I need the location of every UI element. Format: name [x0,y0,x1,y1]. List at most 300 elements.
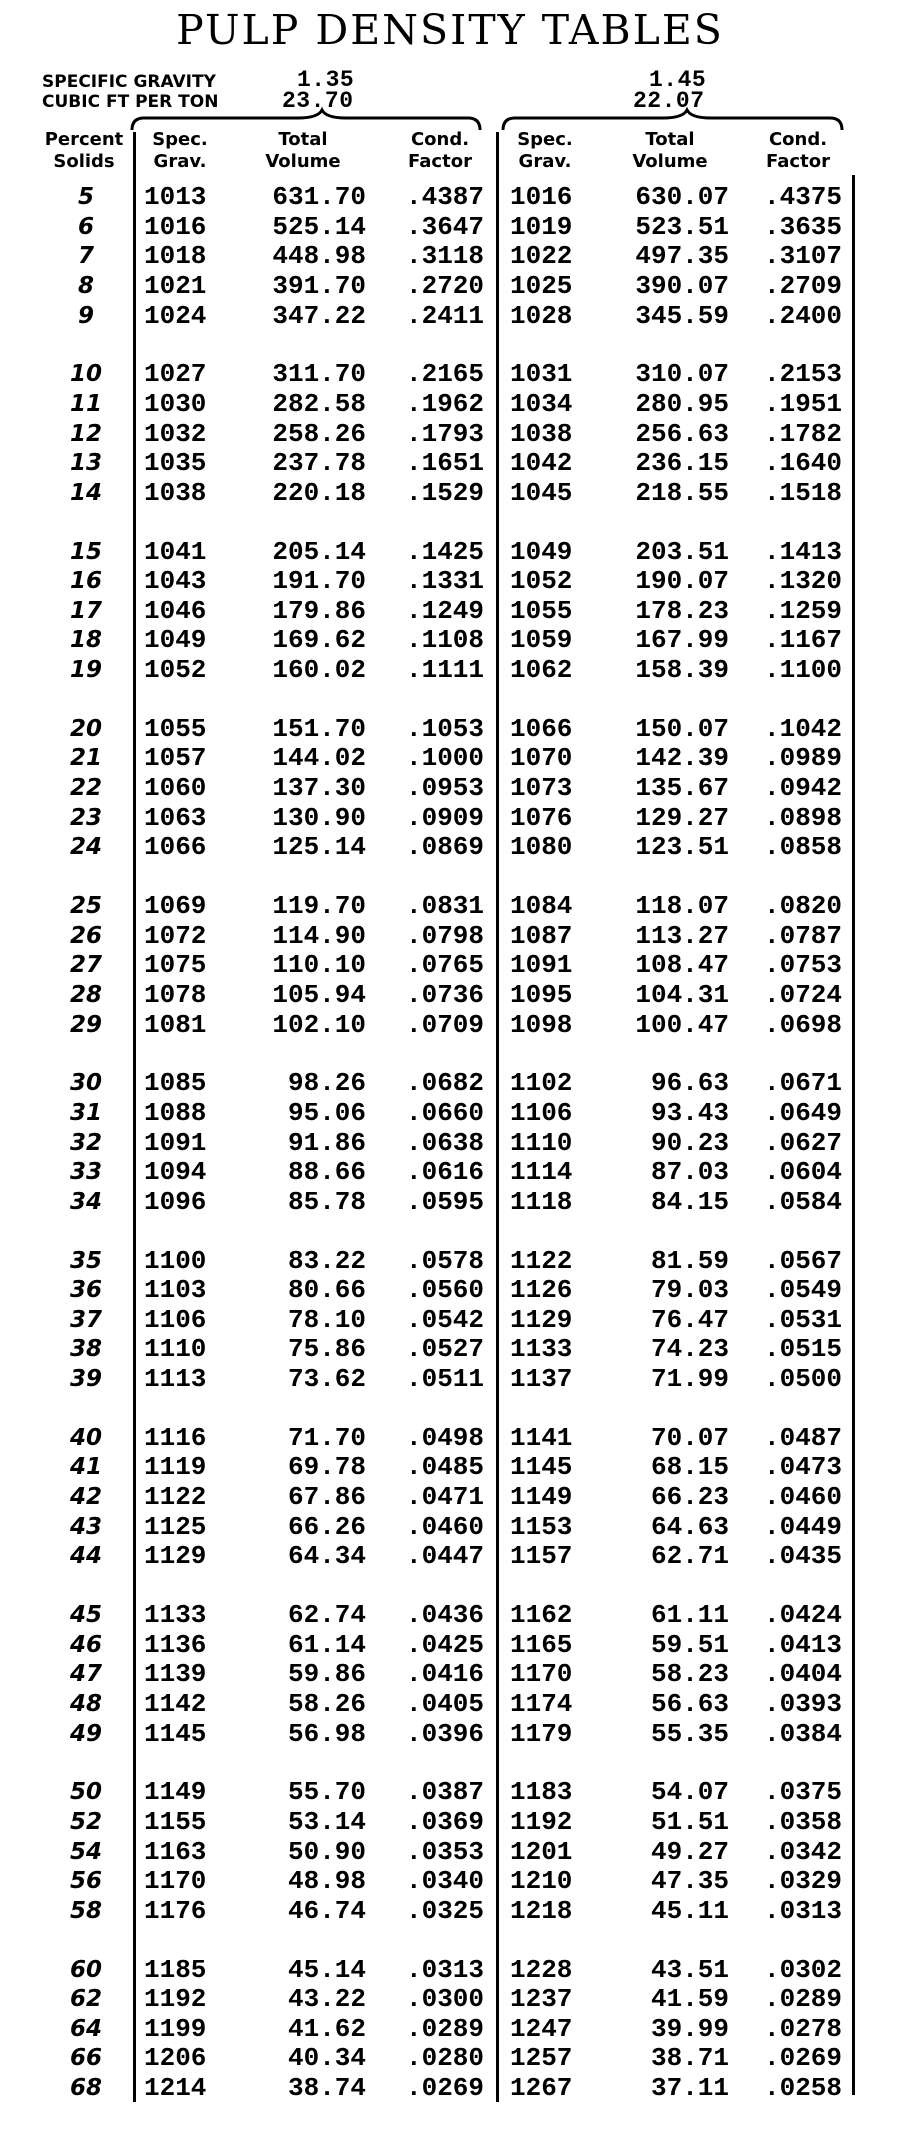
right-spec-grav-cell: 1210 [510,1866,573,1897]
right-cond-factor-cell: .0584 [763,1186,842,1217]
left-cond-factor-cell: .1529 [405,477,484,508]
right-spec-grav-cell: 1141 [510,1422,573,1453]
left-spec-grav-cell: 1035 [144,448,207,479]
right-spec-grav-cell: 1237 [510,1984,573,2015]
percent-solids-cell: 11 [69,390,102,417]
percent-solids-cell: 12 [69,420,102,447]
right-spec-grav-cell: 1076 [510,802,573,833]
right-total-volume-cell: 51.51 [650,1806,729,1837]
left-cond-factor-cell: .0709 [405,1009,484,1040]
right-spec-grav-cell: 1192 [510,1806,573,1837]
right-total-volume-cell: 62.71 [650,1541,729,1572]
percent-solids-cell: 10 [69,361,102,388]
right-cond-factor-cell: .0627 [763,1127,842,1158]
left-total-volume-cell: 55.70 [287,1777,366,1808]
right-cond-factor-cell: .1640 [763,448,842,479]
right-cond-factor-cell: .0269 [763,2043,842,2074]
table-row [0,1631,900,1660]
right-spec-grav-cell: 1114 [510,1157,573,1188]
left-cond-factor-cell: .1651 [405,448,484,479]
right-cond-factor-cell: .0358 [763,1806,842,1837]
table-row [0,1099,900,1128]
percent-solids-cell: 8 [77,272,94,299]
right-total-volume-cell: 54.07 [650,1777,729,1808]
percent-solids-cell: 24 [69,834,102,861]
percent-solids-cell: 18 [69,627,102,654]
right-cond-factor-header: Cond. Factor [766,129,830,172]
left-spec-grav-cell: 1110 [144,1334,207,1365]
right-spec-grav-cell: 1126 [510,1275,573,1306]
left-total-volume-cell: 114.90 [272,920,366,951]
left-total-volume-cell: 88.66 [287,1157,366,1188]
left-cond-factor-cell: .1331 [405,566,484,597]
right-cond-factor-cell: .0302 [763,1954,842,1985]
table-row [0,272,900,301]
right-cond-factor-cell: .3107 [763,241,842,272]
table-row [0,1690,900,1719]
table-row [0,183,900,212]
left-total-volume-cell: 45.14 [287,1954,366,1985]
right-cond-factor-cell: .3635 [763,211,842,242]
right-total-volume-cell: 84.15 [650,1186,729,1217]
right-spec-grav-cell: 1025 [510,270,573,301]
right-spec-grav-cell: 1228 [510,1954,573,1985]
left-total-volume-cell: 71.70 [287,1422,366,1453]
percent-solids-cell: 45 [69,1602,102,1628]
table-row [0,2044,900,2073]
left-cond-factor-cell: .0511 [405,1364,484,1395]
right-spec-grav-cell: 1052 [510,566,573,597]
right-total-volume-cell: 43.51 [650,1954,729,1985]
right-cond-factor-cell: .1413 [763,536,842,567]
right-spec-grav-cell: 1133 [510,1334,573,1365]
left-spec-grav-cell: 1149 [144,1777,207,1808]
left-cond-factor-cell: .0638 [405,1127,484,1158]
right-cond-factor-cell: .0435 [763,1541,842,1572]
left-total-volume-cell: 69.78 [287,1452,366,1483]
left-spec-grav-cell: 1113 [144,1364,207,1395]
table-row [0,744,900,773]
left-spec-grav-cell: 1133 [144,1600,207,1630]
right-spec-grav-cell: 1028 [510,300,573,331]
left-spec-grav-cell: 1192 [144,1984,207,2015]
left-cubic-ft-value: 23.70 [282,88,354,114]
table-row [0,774,900,803]
right-spec-grav-cell: 1087 [510,920,573,951]
left-total-volume-cell: 66.26 [287,1511,366,1542]
right-spec-grav-cell: 1042 [510,448,573,479]
right-total-volume-cell: 630.07 [635,182,729,212]
percent-solids-cell: 27 [69,952,102,979]
left-spec-grav-cell: 1052 [144,655,207,686]
left-total-volume-cell: 56.98 [287,1718,366,1749]
left-spec-grav-cell: 1088 [144,1097,207,1128]
left-cond-factor-cell: .0353 [405,1836,484,1867]
right-total-volume-cell: 49.27 [650,1836,729,1867]
right-total-volume-cell: 47.35 [650,1866,729,1897]
left-total-volume-cell: 151.70 [272,713,366,744]
right-cond-factor-cell: .0649 [763,1097,842,1128]
left-total-volume-cell: 64.34 [287,1541,366,1572]
right-cond-factor-cell: .0313 [763,1895,842,1926]
table-row [0,833,900,862]
right-spec-grav-cell: 1106 [510,1097,573,1128]
right-spec-grav-cell: 1016 [510,182,573,212]
left-spec-grav-cell: 1214 [144,2073,207,2104]
percent-solids-cell: 13 [69,450,102,477]
table-row [0,1247,900,1276]
table-row [0,597,900,626]
right-cond-factor-cell: .0500 [763,1364,842,1395]
right-spec-grav-cell: 1031 [510,359,573,390]
right-cond-factor-cell: .1782 [763,418,842,449]
table-row [0,1808,900,1837]
right-cond-factor-cell: .0698 [763,1009,842,1040]
left-spec-grav-cell: 1106 [144,1304,207,1335]
left-cond-factor-cell: .2411 [405,300,484,331]
percent-solids-cell: 38 [69,1336,102,1363]
table-row [0,242,900,271]
left-spec-grav-cell: 1142 [144,1688,207,1719]
left-total-volume-cell: 40.34 [287,2043,366,2074]
left-cond-factor-cell: .1108 [405,625,484,656]
table-row [0,360,900,389]
left-cond-factor-cell: .0340 [405,1866,484,1897]
left-total-volume-cell: 191.70 [272,566,366,597]
right-total-volume-cell: 150.07 [635,713,729,744]
left-spec-grav-cell: 1116 [144,1422,207,1453]
right-cond-factor-cell: .1951 [763,388,842,419]
right-total-volume-cell: 41.59 [650,1984,729,2015]
percent-solids-cell: 7 [77,243,94,270]
left-cond-factor-cell: .1053 [405,713,484,744]
left-spec-grav-cell: 1199 [144,2013,207,2044]
right-group-brace [503,110,842,130]
left-spec-grav-cell: 1085 [144,1068,207,1099]
percent-solids-cell: 52 [69,1808,102,1835]
left-cond-factor-cell: .0831 [405,891,484,921]
percent-solids-cell: 21 [69,745,102,772]
table-row [0,804,900,833]
left-total-volume-cell: 525.14 [272,211,366,242]
left-total-volume-cell: 50.90 [287,1836,366,1867]
right-total-volume-cell: 39.99 [650,2013,729,2044]
right-cond-factor-cell: .0289 [763,1984,842,2015]
right-total-volume-cell: 74.23 [650,1334,729,1365]
right-cond-factor-cell: .2153 [763,359,842,390]
right-total-volume-cell: 135.67 [635,773,729,804]
right-total-volume-cell: 118.07 [635,891,729,921]
left-total-volume-cell: 258.26 [272,418,366,449]
right-total-volume-cell: 218.55 [635,477,729,508]
left-spec-grav-cell: 1021 [144,270,207,301]
left-spec-grav-cell: 1100 [144,1245,207,1276]
left-spec-grav-cell: 1060 [144,773,207,804]
right-total-volume-cell: 45.11 [650,1895,729,1926]
left-total-volume-cell: 46.74 [287,1895,366,1926]
table-row [0,1306,900,1335]
right-cond-factor-cell: .0375 [763,1777,842,1808]
left-cond-factor-cell: .0436 [405,1600,484,1630]
left-spec-grav-cell: 1119 [144,1452,207,1483]
left-specific-gravity-value: 1.35 [297,67,355,93]
right-total-volume-cell: 68.15 [650,1452,729,1483]
left-total-volume-cell: 91.86 [287,1127,366,1158]
left-spec-grav-cell: 1075 [144,950,207,981]
right-spec-grav-cell: 1162 [510,1600,573,1630]
left-spec-grav-cell: 1057 [144,743,207,774]
table-row [0,420,900,449]
percent-solids-cell: 47 [69,1661,102,1688]
right-total-volume-cell: 142.39 [635,743,729,774]
left-cond-factor-cell: .3118 [405,241,484,272]
left-total-volume-cell: 58.26 [287,1688,366,1719]
left-cond-factor-cell: .2720 [405,270,484,301]
right-total-volume-cell: 93.43 [650,1097,729,1128]
table-row [0,981,900,1010]
left-total-volume-cell: 391.70 [272,270,366,301]
left-cond-factor-cell: .0736 [405,979,484,1010]
right-spec-grav-cell: 1110 [510,1127,573,1158]
right-spec-grav-cell: 1084 [510,891,573,921]
right-cond-factor-cell: .0449 [763,1511,842,1542]
right-spec-grav-cell: 1062 [510,655,573,686]
left-spec-grav-cell: 1069 [144,891,207,921]
right-spec-grav-cell: 1073 [510,773,573,804]
right-cond-factor-cell: .0989 [763,743,842,774]
table-row [0,1778,900,1807]
right-total-volume-cell: 38.71 [650,2043,729,2074]
right-spec-grav-cell: 1247 [510,2013,573,2044]
left-cond-factor-cell: .0498 [405,1422,484,1453]
left-spec-grav-cell: 1013 [144,182,207,212]
right-cond-factor-cell: .0604 [763,1157,842,1188]
right-cond-factor-cell: .0671 [763,1068,842,1099]
left-spec-grav-cell: 1125 [144,1511,207,1542]
left-cond-factor-cell: .0909 [405,802,484,833]
percent-solids-cell: 68 [69,2075,102,2102]
table-row [0,538,900,567]
percent-solids-cell: 37 [69,1306,102,1333]
right-spec-grav-cell: 1201 [510,1836,573,1867]
percent-solids-cell: 30 [69,1070,102,1097]
table-row [0,1956,900,1985]
right-total-volume-cell: 55.35 [650,1718,729,1749]
right-spec-grav-cell: 1049 [510,536,573,567]
right-cond-factor-cell: .0404 [763,1659,842,1690]
left-cond-factor-cell: .2165 [405,359,484,390]
right-spec-grav-cell: 1179 [510,1718,573,1749]
percent-solids-cell: 25 [69,893,102,919]
right-cond-factor-cell: .1259 [763,595,842,626]
right-total-volume-cell: 190.07 [635,566,729,597]
percent-solids-cell: 58 [69,1897,102,1924]
table-row [0,479,900,508]
specific-gravity-label: SPECIFIC GRAVITY [42,72,216,92]
table-row [0,922,900,951]
left-spec-grav-cell: 1155 [144,1806,207,1837]
right-total-volume-cell: 64.63 [650,1511,729,1542]
left-spec-grav-cell: 1176 [144,1895,207,1926]
percent-solids-cell: 29 [69,1011,102,1038]
right-cubic-ft-value: 22.07 [633,88,705,114]
percent-solids-cell: 23 [69,804,102,831]
left-total-volume-cell: 179.86 [272,595,366,626]
left-cond-factor-cell: .0682 [405,1068,484,1099]
left-cond-factor-cell: .0578 [405,1245,484,1276]
right-total-volume-cell: 70.07 [650,1422,729,1453]
percent-solids-cell: 39 [69,1366,102,1393]
left-cond-factor-cell: .0369 [405,1806,484,1837]
percent-solids-cell: 41 [69,1454,102,1481]
left-cond-factor-cell: .1962 [405,388,484,419]
percent-solids-cell: 34 [69,1188,102,1215]
left-spec-grav-cell: 1027 [144,359,207,390]
right-spec-grav-cell: 1170 [510,1659,573,1690]
left-total-volume-cell: 98.26 [287,1068,366,1099]
left-total-volume-cell: 85.78 [287,1186,366,1217]
right-spec-grav-cell: 1059 [510,625,573,656]
left-cond-factor-cell: .3647 [405,211,484,242]
left-total-volume-cell: 347.22 [272,300,366,331]
left-total-volume-cell: 83.22 [287,1245,366,1276]
left-spec-grav-cell: 1016 [144,211,207,242]
percent-solids-cell: 6 [77,213,94,240]
left-cond-factor-cell: .1249 [405,595,484,626]
right-total-volume-cell: 497.35 [635,241,729,272]
percent-solids-cell: 40 [69,1424,102,1451]
left-total-volume-cell: 48.98 [287,1866,366,1897]
table-row [0,1069,900,1098]
right-spec-grav-cell: 1149 [510,1482,573,1513]
left-total-volume-cell: 80.66 [287,1275,366,1306]
percent-solids-cell: 31 [69,1099,102,1126]
left-cond-factor-cell: .1111 [405,655,484,686]
left-cond-factor-cell: .0416 [405,1659,484,1690]
table-row [0,1276,900,1305]
table-row [0,1660,900,1689]
right-spec-grav-cell: 1102 [510,1068,573,1099]
right-spec-grav-cell: 1118 [510,1186,573,1217]
right-cond-factor-cell: .0515 [763,1334,842,1365]
right-cond-factor-cell: .0898 [763,802,842,833]
right-spec-grav-cell: 1070 [510,743,573,774]
table-row [0,1011,900,1040]
table-row [0,1542,900,1571]
left-total-volume-cell: 53.14 [287,1806,366,1837]
left-spec-grav-cell: 1122 [144,1482,207,1513]
left-spec-grav-cell: 1170 [144,1866,207,1897]
right-total-volume-header: Total Volume [632,129,708,172]
right-total-volume-cell: 81.59 [650,1245,729,1276]
percent-solids-cell: 46 [69,1631,102,1658]
left-spec-grav-cell: 1163 [144,1836,207,1867]
percent-solids-cell: 19 [69,657,102,684]
right-cond-factor-cell: .0473 [763,1452,842,1483]
left-total-volume-cell: 130.90 [272,802,366,833]
left-cond-factor-cell: .0527 [405,1334,484,1365]
right-total-volume-cell: 345.59 [635,300,729,331]
left-cond-factor-cell: .0300 [405,1984,484,2015]
left-cond-factor-cell: .0289 [405,2013,484,2044]
left-cond-factor-cell: .4387 [405,182,484,212]
left-spec-grav-cell: 1024 [144,300,207,331]
right-total-volume-cell: 256.63 [635,418,729,449]
left-spec-grav-cell: 1032 [144,418,207,449]
right-cond-factor-cell: .1100 [763,655,842,686]
table-row [0,1513,900,1542]
right-total-volume-cell: 87.03 [650,1157,729,1188]
left-total-volume-cell: 125.14 [272,832,366,863]
right-cond-factor-cell: .0342 [763,1836,842,1867]
right-cond-factor-cell: .0787 [763,920,842,951]
left-total-volume-cell: 220.18 [272,477,366,508]
right-total-volume-cell: 58.23 [650,1659,729,1690]
right-cond-factor-cell: .0424 [763,1600,842,1630]
left-spec-grav-cell: 1018 [144,241,207,272]
left-total-volume-cell: 67.86 [287,1482,366,1513]
table-row [0,1158,900,1187]
right-total-volume-cell: 59.51 [650,1629,729,1660]
table-row [0,213,900,242]
right-cond-factor-cell: .0942 [763,773,842,804]
right-spec-grav-cell: 1174 [510,1688,573,1719]
left-total-volume-cell: 169.62 [272,625,366,656]
percent-solids-cell: 66 [69,2045,102,2072]
left-total-volume-cell: 631.70 [272,182,366,212]
right-spec-grav-cell: 1019 [510,211,573,242]
right-cond-factor-cell: .0487 [763,1422,842,1453]
right-cond-factor-cell: .0413 [763,1629,842,1660]
right-cond-factor-cell: .4375 [763,182,842,212]
right-cond-factor-cell: .0549 [763,1275,842,1306]
table-row [0,449,900,478]
left-spec-grav-cell: 1136 [144,1629,207,1660]
left-total-volume-cell: 311.70 [272,359,366,390]
percent-solids-cell: 9 [77,302,94,329]
right-spec-grav-cell: 1129 [510,1304,573,1335]
right-spec-grav-cell: 1055 [510,595,573,626]
right-total-volume-cell: 523.51 [635,211,729,242]
right-total-volume-cell: 56.63 [650,1688,729,1719]
right-total-volume-cell: 280.95 [635,388,729,419]
left-cond-factor-cell: .0798 [405,920,484,951]
right-cond-factor-cell: .2400 [763,300,842,331]
left-spec-grav-cell: 1063 [144,802,207,833]
left-spec-grav-cell: 1055 [144,713,207,744]
right-total-volume-cell: 76.47 [650,1304,729,1335]
right-spec-grav-cell: 1038 [510,418,573,449]
left-spec-grav-cell: 1091 [144,1127,207,1158]
right-spec-grav-cell: 1080 [510,832,573,863]
left-spec-grav-cell: 1049 [144,625,207,656]
left-spec-grav-cell: 1038 [144,477,207,508]
table-row [0,1867,900,1896]
left-cond-factor-cell: .0869 [405,832,484,863]
left-spec-grav-cell: 1066 [144,832,207,863]
left-total-volume-cell: 75.86 [287,1334,366,1365]
right-cond-factor-cell: .0724 [763,979,842,1010]
left-total-volume-cell: 62.74 [287,1600,366,1630]
left-spec-grav-cell: 1046 [144,595,207,626]
right-cond-factor-cell: .0384 [763,1718,842,1749]
percent-solids-cell: 60 [69,1956,102,1983]
percent-solids-cell: 43 [69,1513,102,1540]
left-total-volume-cell: 102.10 [272,1009,366,1040]
percent-solids-cell: 48 [69,1690,102,1717]
table-row [0,2015,900,2044]
right-total-volume-cell: 100.47 [635,1009,729,1040]
